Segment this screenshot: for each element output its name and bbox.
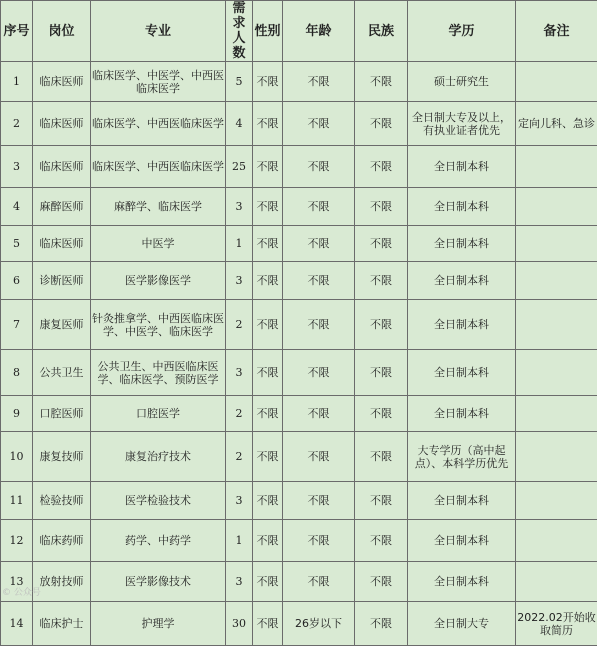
- header-row: [1, 1, 597, 62]
- row-post: 临床医师: [33, 146, 91, 188]
- row-ethnic: 不限: [355, 262, 408, 300]
- table-row: [1, 396, 597, 432]
- watermark: © 公众号: [2, 585, 41, 598]
- row-age: 不限: [283, 482, 355, 520]
- row-ethnic: 不限: [355, 350, 408, 396]
- row-gender: 不限: [253, 520, 283, 562]
- row-education: 全日制本科: [408, 226, 516, 262]
- row-age: 不限: [283, 300, 355, 350]
- row-note: [516, 262, 597, 300]
- row-gender: 不限: [253, 146, 283, 188]
- table-row: [1, 350, 597, 396]
- row-major: 临床医学、中西医临床医学: [91, 146, 226, 188]
- row-no: 5: [1, 226, 33, 262]
- row-count: 3: [226, 188, 253, 226]
- row-major: 药学、中药学: [91, 520, 226, 562]
- row-no: 14: [1, 602, 33, 646]
- row-gender: 不限: [253, 350, 283, 396]
- row-gender: 不限: [253, 262, 283, 300]
- row-note: [516, 432, 597, 482]
- table-row: [1, 520, 597, 562]
- row-note: [516, 146, 597, 188]
- row-major: 临床医学、中医学、中西医临床医学: [91, 62, 226, 102]
- row-gender: 不限: [253, 432, 283, 482]
- row-education: 全日制大专及以上，有执业证者优先: [408, 102, 516, 146]
- row-education: 全日制本科: [408, 396, 516, 432]
- row-no: 12: [1, 520, 33, 562]
- row-note: [516, 482, 597, 520]
- row-age: 26岁以下: [283, 602, 355, 646]
- row-post: 麻醉医师: [33, 188, 91, 226]
- row-post: 公共卫生: [33, 350, 91, 396]
- row-age: 不限: [283, 226, 355, 262]
- header-education: 学历: [408, 1, 516, 62]
- row-note: [516, 226, 597, 262]
- header-major: 专业: [91, 1, 226, 62]
- row-education: 全日制大专: [408, 602, 516, 646]
- row-ethnic: 不限: [355, 300, 408, 350]
- row-note: [516, 396, 597, 432]
- row-gender: 不限: [253, 102, 283, 146]
- row-no: 10: [1, 432, 33, 482]
- row-education: 大专学历（高中起点）、本科学历优先: [408, 432, 516, 482]
- row-ethnic: 不限: [355, 520, 408, 562]
- row-gender: 不限: [253, 482, 283, 520]
- row-count: 30: [226, 602, 253, 646]
- row-count: 25: [226, 146, 253, 188]
- row-major: 公共卫生、中西医临床医学、临床医学、预防医学: [91, 350, 226, 396]
- row-no: 2: [1, 102, 33, 146]
- row-age: 不限: [283, 562, 355, 602]
- row-ethnic: 不限: [355, 396, 408, 432]
- row-post: 诊断医师: [33, 262, 91, 300]
- row-education: 全日制本科: [408, 188, 516, 226]
- row-note: [516, 520, 597, 562]
- row-gender: 不限: [253, 62, 283, 102]
- row-major: 医学影像技术: [91, 562, 226, 602]
- row-post: 临床医师: [33, 102, 91, 146]
- row-gender: 不限: [253, 226, 283, 262]
- header-gender: 性别: [253, 1, 283, 62]
- row-note: [516, 300, 597, 350]
- row-post: 临床医师: [33, 62, 91, 102]
- row-gender: 不限: [253, 300, 283, 350]
- row-major: 针灸推拿学、中西医临床医学、中医学、临床医学: [91, 300, 226, 350]
- row-ethnic: 不限: [355, 102, 408, 146]
- row-post: 康复医师: [33, 300, 91, 350]
- row-ethnic: 不限: [355, 482, 408, 520]
- row-age: 不限: [283, 62, 355, 102]
- row-count: 3: [226, 262, 253, 300]
- row-gender: 不限: [253, 188, 283, 226]
- row-age: 不限: [283, 188, 355, 226]
- table-row: [1, 62, 597, 102]
- row-education: 全日制本科: [408, 520, 516, 562]
- table-row: [1, 188, 597, 226]
- row-count: 3: [226, 350, 253, 396]
- row-note: [516, 188, 597, 226]
- row-count: 3: [226, 562, 253, 602]
- row-post: 口腔医师: [33, 396, 91, 432]
- row-age: 不限: [283, 262, 355, 300]
- row-education: 全日制本科: [408, 350, 516, 396]
- table-row: [1, 482, 597, 520]
- row-count: 2: [226, 396, 253, 432]
- row-no: 1: [1, 62, 33, 102]
- row-count: 4: [226, 102, 253, 146]
- row-major: 医学检验技术: [91, 482, 226, 520]
- row-post: 临床药师: [33, 520, 91, 562]
- row-note: [516, 562, 597, 602]
- row-ethnic: 不限: [355, 146, 408, 188]
- row-count: 2: [226, 432, 253, 482]
- row-post: 检验技师: [33, 482, 91, 520]
- header-note: 备注: [516, 1, 597, 62]
- row-count: 5: [226, 62, 253, 102]
- row-major: 口腔医学: [91, 396, 226, 432]
- row-ethnic: 不限: [355, 62, 408, 102]
- header-age: 年龄: [283, 1, 355, 62]
- row-no: 11: [1, 482, 33, 520]
- row-ethnic: 不限: [355, 562, 408, 602]
- row-post: 临床护士: [33, 602, 91, 646]
- row-note: 2022.02开始收取简历: [516, 602, 597, 646]
- row-note: [516, 350, 597, 396]
- row-gender: 不限: [253, 562, 283, 602]
- row-ethnic: 不限: [355, 602, 408, 646]
- row-major: 康复治疗技术: [91, 432, 226, 482]
- table-row: [1, 146, 597, 188]
- row-major: 中医学: [91, 226, 226, 262]
- row-age: 不限: [283, 520, 355, 562]
- row-education: 全日制本科: [408, 262, 516, 300]
- row-education: 全日制本科: [408, 482, 516, 520]
- row-major: 临床医学、中西医临床医学: [91, 102, 226, 146]
- table-row: [1, 300, 597, 350]
- row-no: 3: [1, 146, 33, 188]
- row-count: 1: [226, 520, 253, 562]
- row-no: 9: [1, 396, 33, 432]
- row-note: 定向儿科、急诊: [516, 102, 597, 146]
- header-no: 序号: [1, 1, 33, 62]
- table-row: [1, 226, 597, 262]
- row-post: 放射技师: [33, 562, 91, 602]
- table-row: [1, 432, 597, 482]
- row-age: 不限: [283, 102, 355, 146]
- row-age: 不限: [283, 396, 355, 432]
- row-count: 1: [226, 226, 253, 262]
- row-gender: 不限: [253, 396, 283, 432]
- row-age: 不限: [283, 146, 355, 188]
- row-no: 8: [1, 350, 33, 396]
- row-major: 医学影像医学: [91, 262, 226, 300]
- row-post: 临床医师: [33, 226, 91, 262]
- row-gender: 不限: [253, 602, 283, 646]
- row-count: 3: [226, 482, 253, 520]
- row-education: 全日制本科: [408, 300, 516, 350]
- row-no: 4: [1, 188, 33, 226]
- row-no: 13: [1, 562, 33, 602]
- row-note: [516, 62, 597, 102]
- row-education: 硕士研究生: [408, 62, 516, 102]
- row-post: 康复技师: [33, 432, 91, 482]
- header-count: 需求人数: [226, 1, 253, 62]
- row-no: 6: [1, 262, 33, 300]
- table-row: [1, 562, 597, 602]
- row-ethnic: 不限: [355, 432, 408, 482]
- header-ethnic: 民族: [355, 1, 408, 62]
- row-count: 2: [226, 300, 253, 350]
- table-row: [1, 102, 597, 146]
- table-row: [1, 262, 597, 300]
- row-education: 全日制本科: [408, 146, 516, 188]
- row-age: 不限: [283, 432, 355, 482]
- row-major: 麻醉学、临床医学: [91, 188, 226, 226]
- row-age: 不限: [283, 350, 355, 396]
- row-ethnic: 不限: [355, 188, 408, 226]
- row-no: 7: [1, 300, 33, 350]
- row-major: 护理学: [91, 602, 226, 646]
- row-ethnic: 不限: [355, 226, 408, 262]
- table-row: [1, 602, 597, 646]
- header-post: 岗位: [33, 1, 91, 62]
- row-education: 全日制本科: [408, 562, 516, 602]
